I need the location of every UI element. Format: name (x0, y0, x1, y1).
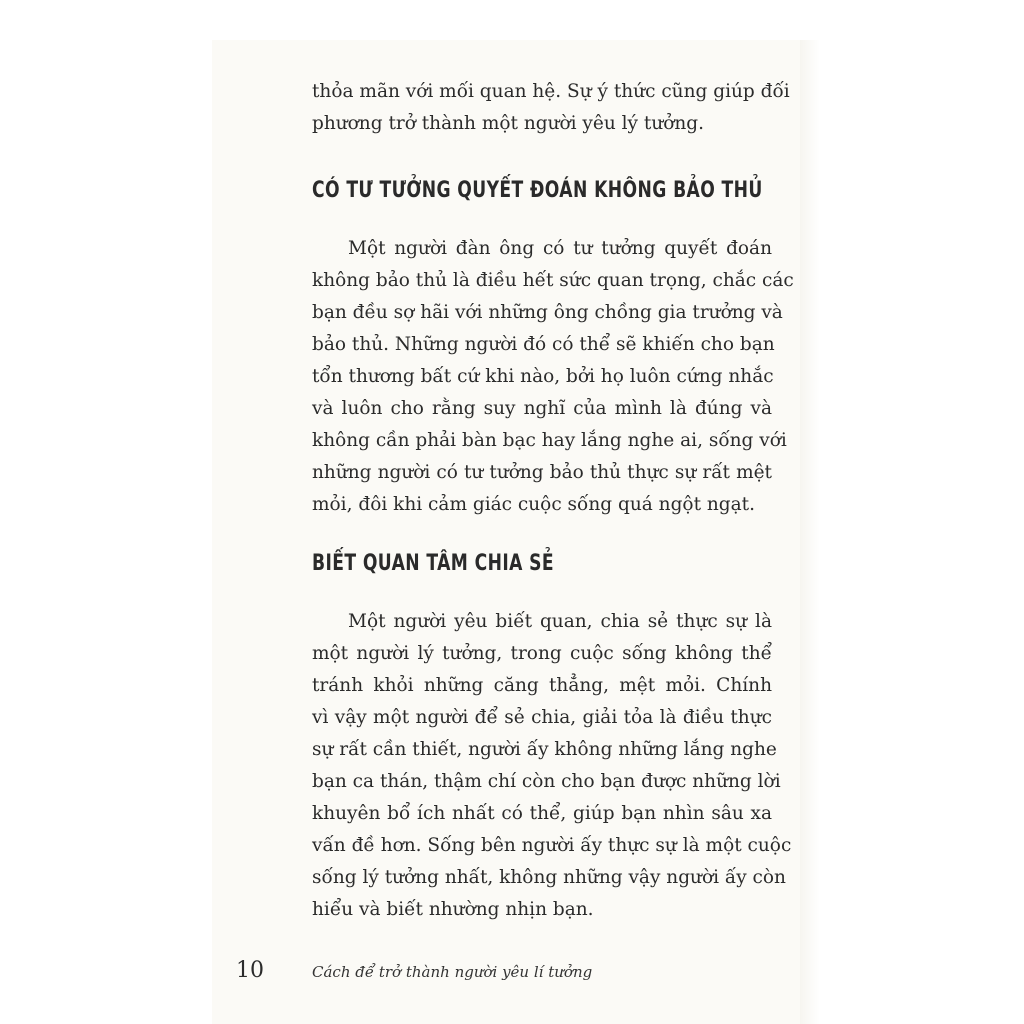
section-heading-quyet-doan: CÓ TƯ TƯỞNG QUYẾT ĐOÁN KHÔNG BẢO THỦ (312, 178, 763, 203)
paragraph-line: bạn ca thán, thậm chí còn cho bạn được những lời (312, 771, 781, 792)
paragraph-line: Một người yêu biết quan, chia sẻ thực sự là (348, 611, 772, 632)
running-footer-title: Cách để trở thành người yêu lí tưởng (312, 963, 593, 981)
paragraph-line: một người lý tưởng, trong cuộc sống không thể (312, 643, 772, 664)
paragraph-line: không bảo thủ là điều hết sức quan trọng, chắc các (312, 270, 794, 291)
section-heading-quan-tam: BIẾT QUAN TÂM CHIA SẺ (312, 551, 555, 576)
page-number: 10 (236, 958, 264, 983)
paragraph-line: sống lý tưởng nhất, không những vậy người ấy còn (312, 867, 786, 888)
paragraph-line: tránh khỏi những căng thẳng, mệt mỏi. Chính (312, 675, 772, 696)
intro-paragraph (312, 76, 790, 140)
paragraph-line: mỏi, đôi khi cảm giác cuộc sống quá ngột ngạt. (312, 494, 755, 515)
paragraph-line: sự rất cần thiết, người ấy không những lắng nghe (312, 739, 777, 760)
paragraph-line: Một người đàn ông có tư tưởng quyết đoán (348, 238, 772, 259)
paragraph-line: không cần phải bàn bạc hay lắng nghe ai, sống với (312, 430, 787, 451)
paragraph-line: tổn thương bất cứ khi nào, bởi họ luôn cứng nhắc (312, 366, 774, 387)
paragraph-line: khuyên bổ ích nhất có thể, giúp bạn nhìn sâu xa (312, 803, 772, 824)
paragraph-line: và luôn cho rằng suy nghĩ của mình là đúng và (312, 398, 772, 419)
paragraph-line: bạn đều sợ hãi với những ông chồng gia trưởng và (312, 302, 783, 323)
page-edge-shadow (800, 40, 820, 1024)
paragraph-line: phương trở thành một người yêu lý tưởng. (312, 113, 705, 134)
paragraph-line: hiểu và biết nhường nhịn bạn. (312, 899, 594, 920)
paragraph-line: những người có tư tưởng bảo thủ thực sự rất mệt (312, 462, 772, 483)
paragraph-line: vì vậy một người để sẻ chia, giải tỏa là điều thực (312, 707, 772, 728)
section1-paragraph (312, 233, 794, 521)
paragraph-line: vấn đề hơn. Sống bên người ấy thực sự là một cuộc (312, 835, 792, 856)
paragraph-line: bảo thủ. Những người đó có thể sẽ khiến cho bạn (312, 334, 775, 355)
section2-paragraph (312, 606, 792, 926)
paragraph-line: thỏa mãn với mối quan hệ. Sự ý thức cũng giúp đối (312, 81, 790, 102)
